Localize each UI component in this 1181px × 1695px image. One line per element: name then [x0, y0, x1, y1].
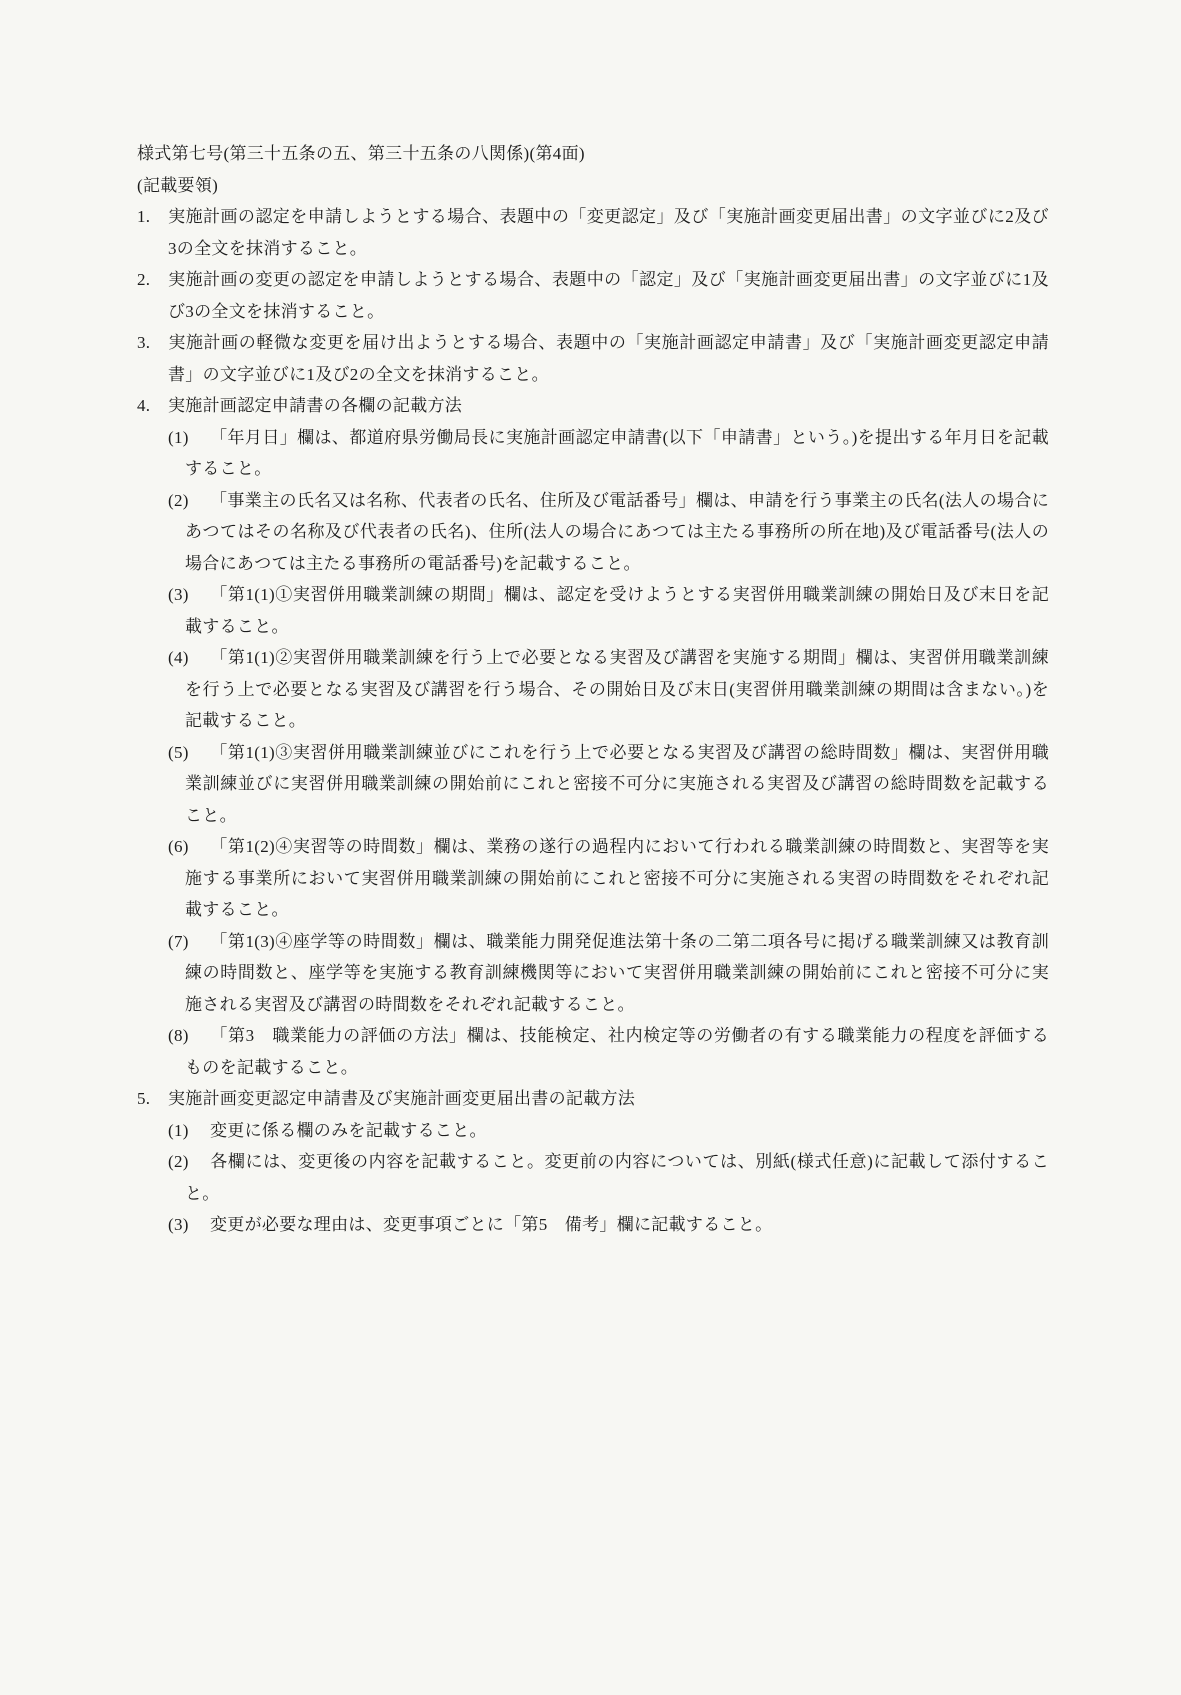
item-marker: (4) [168, 648, 189, 667]
item-marker: (1) [168, 1120, 189, 1140]
item-marker: (3) [168, 585, 189, 604]
item-marker: (2) [168, 490, 189, 510]
item-marker: 5. [137, 1089, 151, 1108]
list-item [137, 1083, 1049, 1115]
list-item [137, 579, 1049, 642]
item-text: 「第1(1)③実習併用職業訓練並びにこれを行う上で必要となる実習及び講習の総時間数」欄は、実習併用職業訓練並びに実習併用職業訓練の開始前にこれと密接不可分に実施される実習及び講習の総時間数を記載すること。 [185, 742, 1049, 825]
item-text: 実施計画の変更の認定を申請しようとする場合、表題中の「認定」及び「実施計画変更届出書」の文字並びに1及び3の全文を抹消すること。 [168, 270, 1049, 321]
item-marker: (7) [168, 931, 189, 951]
item-text: 実施計画の認定を申請しようとする場合、表題中の「変更認定」及び「実施計画変更届出書」の文字並びに2及び3の全文を抹消すること。 [168, 207, 1049, 258]
document-body [137, 201, 1049, 1241]
item-text: 変更が必要な理由は、変更事項ごとに「第5 備考」欄に記載すること。 [210, 1215, 773, 1234]
list-item [137, 390, 1049, 422]
item-text: 実施計画認定申請書の各欄の記載方法 [168, 396, 463, 415]
item-text: 各欄には、変更後の内容を記載すること。変更前の内容については、別紙(様式任意)に記載して添付すること。 [185, 1152, 1049, 1203]
item-text: 「第1(1)①実習併用職業訓練の期間」欄は、認定を受けようとする実習併用職業訓練の開始日及び末日を記載すること。 [185, 585, 1049, 636]
item-text: 「第1(1)②実習併用職業訓練を行う上で必要となる実習及び講習を実施する期間」欄は、実習併用職業訓練を行う上で必要となる実習及び講習を行う場合、その開始日及び末日(実習併用職業訓練の期間は含まない。)を記載すること。 [185, 648, 1049, 730]
item-marker: 3. [137, 333, 151, 352]
item-marker: (1) [168, 427, 189, 447]
document-title: 様式第七号(第三十五条の五、第三十五条の八関係)(第4面) [137, 144, 585, 163]
list-item [137, 831, 1049, 926]
list-item [137, 1115, 1049, 1147]
item-text: 実施計画変更認定申請書及び実施計画変更届出書の記載方法 [168, 1089, 636, 1108]
item-marker: (6) [168, 837, 189, 856]
list-item [137, 737, 1049, 832]
document-subtitle: (記載要領) [137, 175, 219, 195]
item-marker: (2) [168, 1152, 189, 1171]
item-text: 「事業主の氏名又は名称、代表者の氏名、住所及び電話番号」欄は、申請を行う事業主の氏名(法人の場合にあつてはその名称及び代表者の氏名)、住所(法人の場合にあつては主たる事務所の所在地)及び電話番号(法人の場合にあつては主たる事務所の電話番号)を記載すること。 [185, 490, 1049, 573]
list-item [137, 926, 1049, 1021]
list-item [137, 1209, 1049, 1241]
item-text: 「第3 職業能力の評価の方法」欄は、技能検定、社内検定等の労働者の有する職業能力の程度を評価するものを記載すること。 [185, 1026, 1049, 1077]
list-item [137, 327, 1049, 390]
item-text: 変更に係る欄のみを記載すること。 [210, 1120, 487, 1140]
item-marker: (5) [168, 742, 189, 762]
list-item [137, 1146, 1049, 1209]
item-marker: 1. [137, 207, 151, 226]
document-page [137, 138, 1049, 1241]
list-item [137, 1020, 1049, 1083]
list-item [137, 642, 1049, 737]
item-text: 「年月日」欄は、都道府県労働局長に実施計画認定申請書(以下「申請書」という。)を提出する年月日を記載すること。 [185, 427, 1049, 478]
list-item [137, 201, 1049, 264]
item-marker: 4. [137, 396, 151, 415]
item-text: 「第1(3)④座学等の時間数」欄は、職業能力開発促進法第十条の二第二項各号に掲げる職業訓練又は教育訓練の時間数と、座学等を実施する教育訓練機関等において実習併用職業訓練の開始前にこれと密接不可分に実施される実習及び講習の時間数をそれぞれ記載すること。 [185, 931, 1049, 1014]
item-marker: (8) [168, 1026, 189, 1045]
item-marker: 2. [137, 270, 151, 289]
item-marker: (3) [168, 1215, 189, 1234]
list-item [137, 264, 1049, 327]
list-item [137, 485, 1049, 580]
item-text: 実施計画の軽微な変更を届け出ようとする場合、表題中の「実施計画認定申請書」及び「実施計画変更認定申請書」の文字並びに1及び2の全文を抹消すること。 [168, 333, 1049, 384]
item-text: 「第1(2)④実習等の時間数」欄は、業務の遂行の過程内において行われる職業訓練の時間数と、実習等を実施する事業所において実習併用職業訓練の開始前にこれと密接不可分に実施される実習の時間数をそれぞれ記載すること。 [185, 837, 1049, 919]
list-item [137, 422, 1049, 485]
